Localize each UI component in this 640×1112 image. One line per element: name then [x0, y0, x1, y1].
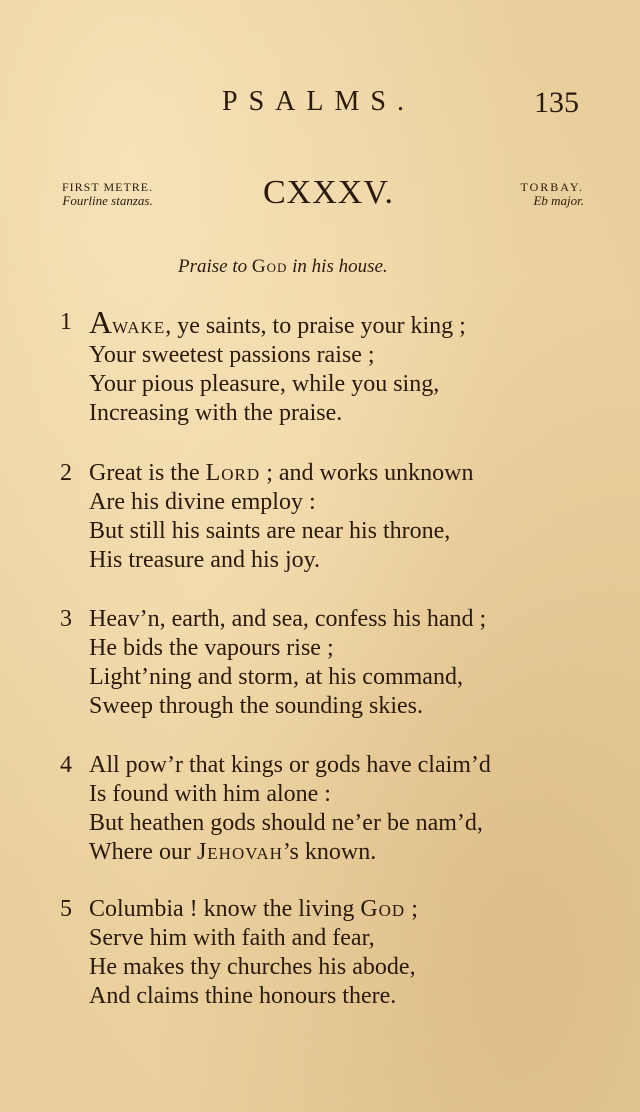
- verse-line: He bids the vapours rise ;: [89, 635, 334, 661]
- subtitle-part: in his house.: [287, 256, 388, 277]
- stanza-number: 4: [60, 752, 72, 778]
- verse-line: But heathen gods should ne’er be nam’d,: [89, 810, 483, 836]
- verse-line: His treasure and his joy.: [89, 547, 321, 573]
- stanza-lines: [89, 751, 491, 867]
- stanza-number: 3: [60, 606, 72, 632]
- verse-line: Serve him with faith and fear,: [89, 925, 375, 951]
- page-number: 135: [534, 86, 579, 119]
- verse-line: Are his divine employ :: [89, 489, 316, 515]
- psalm-header: [0, 174, 640, 214]
- verse-line: Light’ning and storm, at his command,: [89, 664, 463, 690]
- smallcaps-word: Jehovah: [196, 839, 283, 865]
- running-title: PSALMS.: [222, 86, 415, 117]
- tune-info: [521, 180, 584, 208]
- psalm-subtitle: [178, 256, 388, 278]
- psalm-number: CXXXV.: [263, 174, 395, 211]
- drop-cap: A: [89, 304, 113, 340]
- verse-line: Sweep through the sounding skies.: [89, 693, 423, 719]
- stanza-lines: [89, 459, 474, 575]
- verse-line: [89, 459, 474, 488]
- stanza-lines: [89, 304, 466, 428]
- verse-line: All pow’r that kings or gods have claim’d: [89, 752, 491, 778]
- verse-line: Increasing with the praise.: [89, 400, 343, 426]
- stanza-number: 2: [60, 460, 72, 486]
- verse-line: But still his saints are near his throne,: [89, 518, 451, 544]
- verse-text: ’s known.: [282, 839, 377, 865]
- verse-line: He makes thy churches his abode,: [89, 954, 416, 980]
- tune-name: TORBAY.: [520, 180, 584, 194]
- subtitle-part: Praise to: [178, 256, 252, 277]
- verse-text: ;: [405, 896, 418, 922]
- verse-text: Great is the: [89, 460, 206, 486]
- subtitle-smallcaps: God: [251, 256, 288, 277]
- verse-text: , ye saints, to praise your king ;: [165, 313, 466, 339]
- verse-line: [89, 304, 466, 341]
- metre-info: [62, 180, 153, 208]
- smallcaps-word: Lord: [205, 460, 261, 486]
- metre-name: FIRST METRE.: [62, 180, 154, 194]
- metre-stanza-form: Fourline stanzas.: [62, 193, 153, 208]
- running-head: [0, 86, 640, 126]
- verse-text: ; and works unknown: [260, 460, 474, 486]
- smallcaps-word: wake: [112, 313, 166, 339]
- stanza-lines: [89, 605, 486, 721]
- stanza-number: 1: [60, 309, 72, 335]
- verse-line: Heav’n, earth, and sea, confess his hand ;: [89, 606, 487, 632]
- stanza-number: 5: [60, 896, 72, 922]
- verse-line: [89, 838, 491, 867]
- verse-line: [89, 895, 418, 924]
- verse-line: And claims thine honours there.: [89, 983, 397, 1009]
- stanza-lines: [89, 895, 418, 1011]
- verse-line: Your sweetest passions raise ;: [89, 342, 375, 368]
- verse-line: Is found with him alone :: [89, 781, 331, 807]
- smallcaps-word: God: [360, 896, 406, 922]
- verse-text: Where our: [89, 839, 197, 865]
- verse-line: Your pious pleasure, while you sing,: [89, 371, 440, 397]
- tune-key: Eb major.: [533, 193, 584, 208]
- verse-text: Columbia ! know the living: [89, 896, 361, 922]
